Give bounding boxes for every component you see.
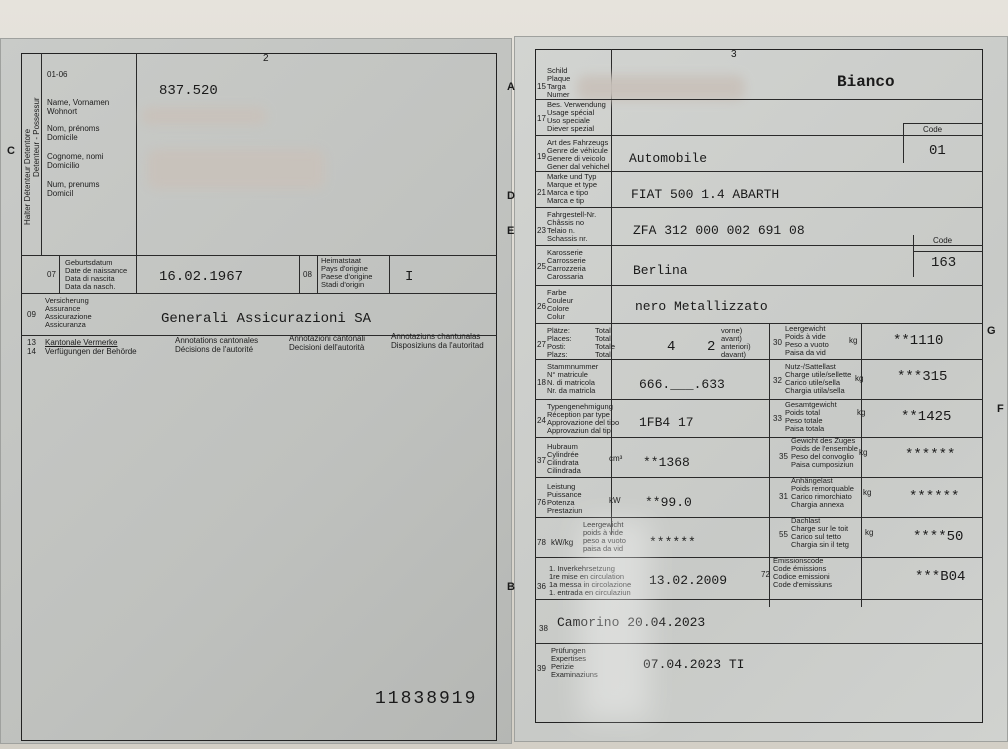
- displacement-value: **1368: [643, 455, 690, 470]
- side-letter-a: A: [507, 81, 515, 93]
- plate-num: 15: [537, 82, 546, 91]
- left-page: [0, 38, 515, 744]
- payload-unit: kg: [855, 374, 864, 383]
- power-value: **99.0: [645, 495, 692, 510]
- body-code-header: Code: [933, 236, 953, 245]
- payload-value: ***315: [897, 369, 948, 385]
- make-num: 21: [537, 188, 546, 197]
- base-number-value: 666.___.633: [639, 377, 725, 392]
- remarks-num-14: 14: [27, 347, 36, 356]
- seats-total-labels: Total Total Totale Total: [595, 326, 616, 359]
- birth-date-value: 16.02.1967: [159, 269, 244, 285]
- train-weight-num: 35: [779, 452, 788, 461]
- trailer-unit: kg: [863, 488, 872, 497]
- remarks-rm: Annotaziuns chantunalas Disposiziuns da l'autoritad: [391, 332, 484, 350]
- body-code: 163: [931, 255, 957, 271]
- roof-load-num: 55: [779, 530, 788, 539]
- train-weight-value: ******: [905, 447, 956, 463]
- empty-weight-value: **1110: [893, 333, 944, 349]
- usage-num: 17: [537, 114, 546, 123]
- color-value: nero Metallizzato: [635, 299, 768, 314]
- body-labels: Karosserie Carrosserie Carrozzeria Carossaria: [547, 248, 586, 281]
- origin-labels: Heimatstaat Pays d'origine Paese d'origine Stadi d'origin: [321, 256, 373, 289]
- remarks-label-13: Kantonale Vermerke: [45, 338, 118, 347]
- side-letter-b: B: [507, 581, 515, 593]
- holder-vertical-label-2: Detenteur - Possessur: [32, 97, 41, 177]
- inspection-value: 07.04.2023 TI: [643, 657, 745, 672]
- usage-code-header: Code: [923, 125, 943, 134]
- redacted-address: [147, 149, 325, 189]
- page-number-right: 3: [731, 49, 737, 60]
- roof-load-labels: Dachlast Charge sur le toit Carico sul tetto Chargia sin il tetg: [791, 516, 849, 549]
- holder-num-labels: Num, prenums Domicil: [47, 180, 100, 198]
- empty-weight-unit: kg: [849, 336, 858, 345]
- emission-num: 72: [761, 570, 770, 579]
- inspection-num: 39: [537, 664, 546, 673]
- document-serial: 11838919: [375, 689, 478, 709]
- color-labels: Farbe Couleur Colore Colur: [547, 288, 574, 321]
- page-number-left: 2: [263, 53, 269, 64]
- insurance-num: 09: [27, 310, 36, 319]
- displacement-unit: cm³: [609, 454, 623, 463]
- emission-value: ***B04: [915, 569, 966, 585]
- empty-weight-labels: Leergewicht Poids à vide Peso a vuoto Paisa da vid: [785, 324, 829, 357]
- vehicle-type-code: 01: [929, 143, 946, 159]
- roof-load-unit: kg: [865, 528, 874, 537]
- chassis-num: 23: [537, 226, 546, 235]
- office-num: 38: [539, 624, 548, 633]
- total-weight-value: **1425: [901, 409, 952, 425]
- total-weight-unit: kg: [857, 408, 866, 417]
- make-value: FIAT 500 1.4 ABARTH: [631, 187, 780, 202]
- total-weight-labels: Gesamtgewicht Poids total Peso totale Paisa totala: [785, 400, 837, 433]
- total-weight-num: 33: [773, 414, 782, 423]
- remarks-it: Annotazioni cantonali Decisioni dell'autorità: [289, 334, 366, 352]
- redacted-name: [141, 107, 267, 125]
- body-num: 25: [537, 262, 546, 271]
- color-num: 26: [537, 302, 546, 311]
- power-labels: Leistung Puissance Potenza Prestaziun: [547, 482, 583, 515]
- remarks-num-13: 13: [27, 338, 36, 347]
- light-glare: [580, 520, 650, 720]
- origin-value: I: [405, 269, 414, 285]
- usage-labels: Bes. Verwendung Usage spécial Uso speciale Diever spezial: [547, 100, 606, 133]
- payload-num: 32: [773, 376, 782, 385]
- trailer-num: 31: [779, 492, 788, 501]
- displacement-num: 37: [537, 456, 546, 465]
- train-weight-labels: Gewicht des Zuges Poids de l'ensemble Peso del convoglio Paisa cumposiziun: [791, 436, 858, 469]
- trailer-value: ******: [909, 489, 960, 505]
- origin-num: 08: [303, 270, 312, 279]
- seats-total-value: 4: [667, 339, 676, 355]
- holder-vertical-label: Halter Détenteur Detentore: [23, 128, 32, 225]
- base-number-num: 18: [537, 378, 546, 387]
- power-ratio-labels: Leergewicht poids à vide peso a vuoto paisa da vid: [583, 520, 626, 553]
- chassis-value: ZFA 312 000 002 691 08: [633, 223, 805, 238]
- vehicle-type-value: Automobile: [629, 151, 708, 166]
- type-approval-labels: Typengenehmigung Réception par type Approvazione del tipo Approvaziun dal tip: [547, 402, 620, 435]
- side-letter-e: E: [507, 225, 515, 237]
- power-ratio-value: ******: [649, 535, 696, 550]
- chassis-labels: Fahrgestell-Nr. Châssis no Telaio n. Schassis nr.: [547, 210, 597, 243]
- type-approval-value: 1FB4 17: [639, 415, 694, 430]
- side-letter-f: F: [997, 403, 1004, 415]
- seats-num: 27: [537, 340, 546, 349]
- side-letter-c: C: [7, 145, 15, 157]
- redacted-plate: [577, 75, 745, 101]
- body-value: Berlina: [633, 263, 688, 278]
- holder-name-labels: Name, Vornamen Wohnort: [47, 98, 110, 116]
- displacement-labels: Hubraum Cylindrée Cilindrata Cilindrada: [547, 442, 581, 475]
- holder-nom-labels: Nom, prénoms Domicile: [47, 124, 100, 142]
- first-reg-num: 36: [537, 582, 546, 591]
- power-ratio-prefix: kW/kg: [551, 538, 574, 547]
- birth-num: 07: [47, 270, 56, 279]
- insurance-value: Generali Assicurazioni SA: [161, 311, 372, 327]
- payload-labels: Nutz-/Sattellast Charge utile/sellette Carico utile/sella Chargia utila/sella: [785, 362, 852, 395]
- side-letter-d: D: [507, 190, 515, 202]
- vehicle-type-num: 19: [537, 152, 546, 161]
- side-letter-g: G: [987, 325, 996, 337]
- make-labels: Marke und Typ Marque et type Marca e tipo Marca e tip: [547, 172, 598, 205]
- holder-code-label: 01-06: [47, 70, 68, 79]
- first-reg-labels: 1. Inverkehrsetzung 1re mise en circulation 1a messa in circolazione 1. entrada en circulaziun: [549, 564, 632, 597]
- seats-labels: Plätze: Places: Posti: Plazs:: [547, 326, 572, 359]
- insurance-labels: Versicherung Assurance Assicurazione Assicuranza: [45, 296, 92, 329]
- seats-front-value: 2: [707, 339, 716, 355]
- holder-cognome-labels: Cognome, nomi Domicilio: [47, 152, 104, 170]
- roof-load-value: ****50: [913, 529, 964, 545]
- type-approval-num: 24: [537, 416, 546, 425]
- base-number-labels: Stammnummer N° matricule N. di matricola Nr. da matricla: [547, 362, 599, 395]
- inspection-labels: Prüfungen Expertises Perizie Examinaziuns: [551, 646, 598, 679]
- vehicle-type-labels: Art des Fahrzeugs Genre de véhicule Genere di veicolo Gener dal vehichel: [547, 138, 610, 171]
- power-unit: kW: [609, 496, 621, 505]
- power-num: 76: [537, 498, 546, 507]
- trailer-labels: Anhängelast Poids remorquable Carico rimorchiato Chargia annexa: [791, 476, 854, 509]
- office-value: Camorino 20.04.2023: [557, 615, 706, 630]
- holder-code-value: 837.520: [159, 83, 218, 99]
- seats-front-labels: vorne) avant) anteriori) davant): [721, 326, 751, 359]
- remarks-fr: Annotations cantonales Décisions de l'autorité: [175, 336, 259, 354]
- birth-labels: Geburtsdatum Date de naissance Data di nascita Data da nasch.: [65, 258, 128, 291]
- power-ratio-num: 78: [537, 538, 546, 547]
- emission-labels: Emissionscode Code émissions Codice emissioni Code d'emissiuns: [773, 556, 832, 589]
- train-weight-unit: kg: [859, 448, 868, 457]
- empty-weight-num: 30: [773, 338, 782, 347]
- first-reg-value: 13.02.2009: [649, 573, 728, 588]
- plate-color-value: Bianco: [837, 73, 895, 91]
- plate-labels: Schild Plaque Targa Numer: [547, 66, 571, 99]
- remarks-label-14: Verfügungen der Behörde: [45, 347, 137, 356]
